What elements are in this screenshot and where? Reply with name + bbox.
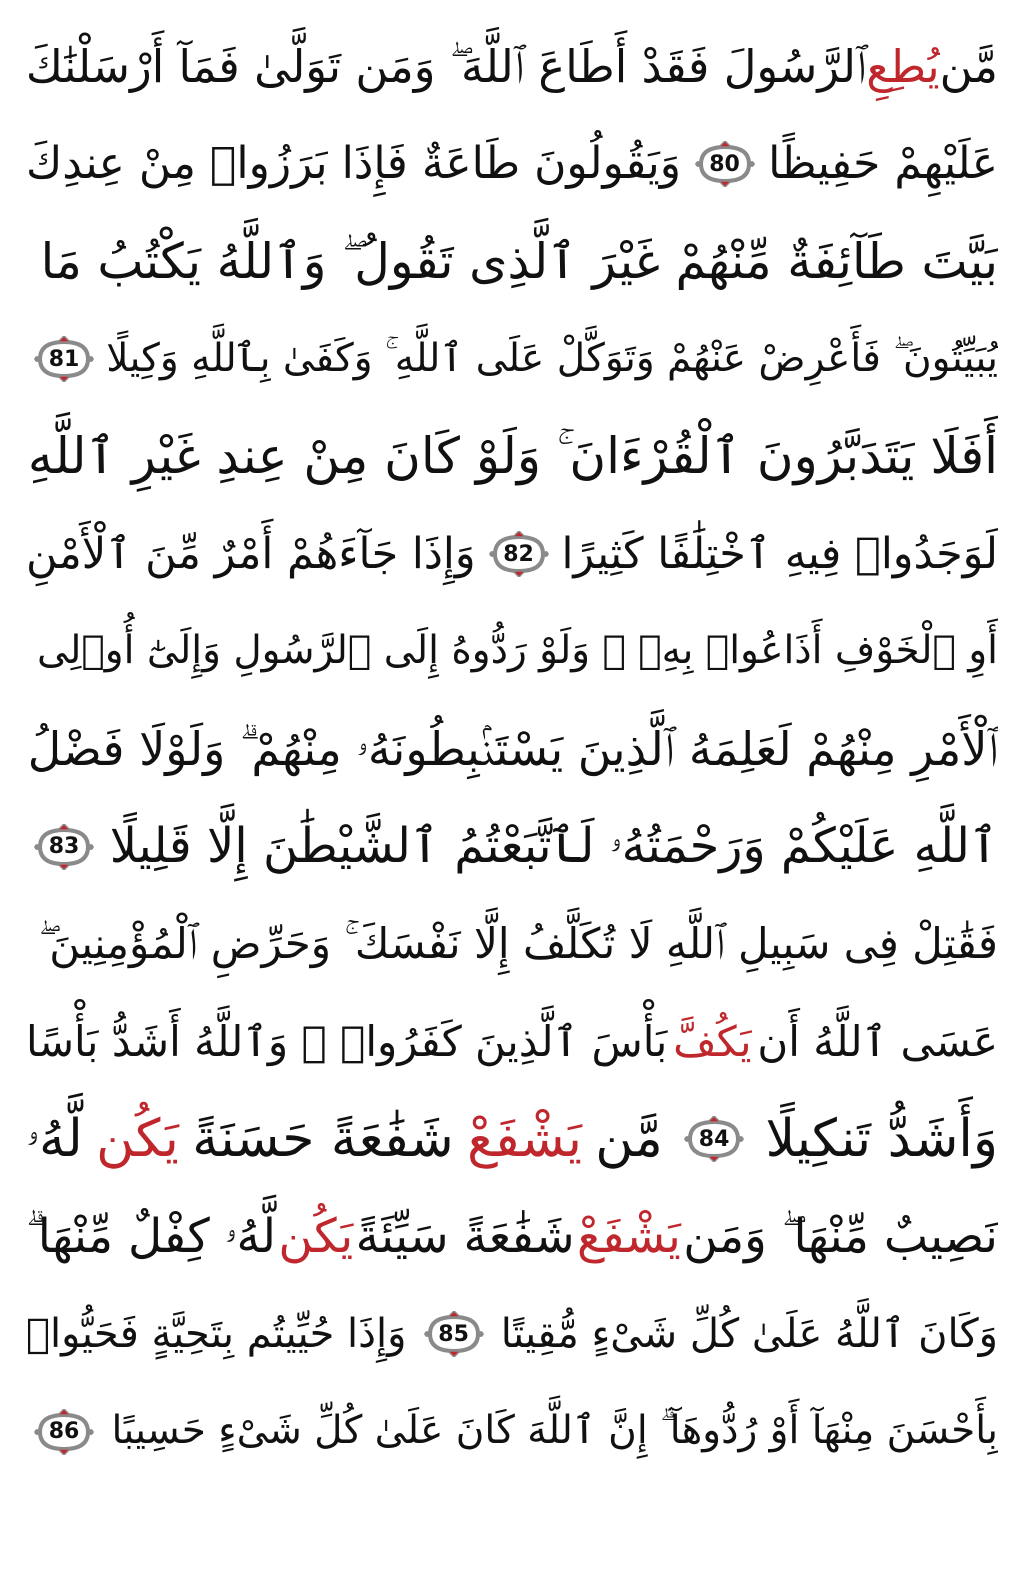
verse-text: عَسَى ٱللَّهُ أَن — [757, 1016, 998, 1066]
verse-text: وَإِذَا جَآءَهُمْ أَمْرٌ مِّنَ ٱلْأَمْنِ — [26, 528, 476, 579]
ayah-number: 84 — [698, 1126, 730, 1152]
tajweed-word: يَكُن — [96, 1108, 179, 1169]
tajweed-word: يَشْفَعْ — [576, 1208, 681, 1264]
text-line — [26, 993, 998, 1091]
verse-text: بَأْسَ ٱلَّذِينَ كَفَرُوا۟ ۚ وَٱللَّهُ أَشَدُّ بَأْسًا — [26, 1016, 668, 1066]
text-line — [26, 1188, 998, 1286]
verse-text: مَّن — [939, 40, 998, 93]
text-line — [26, 408, 998, 506]
tajweed-word: يَشْفَعْ — [467, 1108, 582, 1169]
verse-text: مَّن — [595, 1108, 663, 1169]
ayah-number-marker — [32, 336, 96, 382]
verse-text: فَقَٰتِلْ فِى سَبِيلِ ٱللَّهِ لَا تُكَلَّفُ إِلَّا نَفْسَكَ ۚ وَحَرِّضِ ٱلْمُؤْمِنِينَ ۖ — [38, 919, 998, 969]
verse-text: ٱلرَّسُولَ فَقَدْ أَطَاعَ ٱللَّهَ ۖ وَمَن تَوَلَّىٰ فَمَآ أَرْسَلْنَٰكَ — [26, 40, 867, 93]
ayah-number-marker — [422, 1311, 486, 1357]
tajweed-word: يَكُن — [278, 1208, 354, 1264]
verse-text: وَكَانَ ٱللَّهُ عَلَىٰ كُلِّ شَىْءٍ مُّقِيتًا — [500, 1311, 998, 1358]
verse-text: وَأَشَدُّ تَنكِيلًا — [765, 1108, 998, 1169]
ayah-number-marker — [32, 1409, 96, 1455]
verse-text: وَإِذَا حُيِّيتُم بِتَحِيَّةٍ فَحَيُّوا۟ — [26, 1311, 407, 1358]
text-line — [26, 1383, 998, 1481]
text-line — [26, 18, 998, 116]
verse-text: أَفَلَا يَتَدَبَّرُونَ ٱلْقُرْءَانَ ۚ وَلَوْ كَانَ مِنْ عِندِ غَيْرِ ٱللَّهِ — [27, 427, 998, 486]
verse-text: أَوِ ٱلْخَوْفِ أَذَاعُوا۟ بِهِۦ ۖ وَلَوْ رَدُّوهُ إِلَى ٱلرَّسُولِ وَإِلَىٰٓ أُو۟لِى — [37, 628, 998, 674]
verse-text: يُبَيِّتُونَ ۖ فَأَعْرِضْ عَنْهُمْ وَتَوَكَّلْ عَلَى ٱللَّهِ ۚ وَكَفَىٰ بِٱللَّهِ وَكِيلًا — [106, 335, 998, 381]
verse-text: عَلَيْهِمْ حَفِيظًا — [768, 138, 998, 190]
ayah-number: 82 — [503, 541, 534, 567]
verse-text: نَصِيبٌ مِّنْهَا ۖ وَمَن — [683, 1208, 998, 1264]
ayah-number: 83 — [48, 834, 80, 860]
text-line — [26, 1286, 998, 1384]
text-line — [26, 506, 998, 604]
ayah-number: 86 — [48, 1419, 80, 1445]
verse-text: وَيَقُولُونَ طَاعَةٌ فَإِذَا بَرَزُوا۟ مِنْ عِندِكَ — [26, 138, 682, 190]
text-line — [26, 116, 998, 214]
ayah-number-marker — [682, 1116, 746, 1162]
tajweed-word: يُطِعِ — [866, 40, 940, 93]
verse-text: لَوَجَدُوا۟ فِيهِ ٱخْتِلَٰفًا كَثِيرًا — [561, 528, 998, 579]
ayah-number: 81 — [48, 346, 80, 372]
text-line — [26, 213, 998, 311]
ayah-number-marker — [32, 824, 96, 870]
ayah-number-marker — [487, 531, 551, 577]
text-line — [26, 701, 998, 799]
verse-text: ٱلْأَمْرِ مِنْهُمْ لَعَلِمَهُ ٱلَّذِينَ يَسْتَنۢبِطُونَهُۥ مِنْهُمْ ۗ وَلَوْلَا فَضْلُ — [27, 721, 998, 776]
text-line — [26, 603, 998, 701]
verse-text: لَّهُۥ — [26, 1108, 83, 1169]
verse-text: شَفَٰعَةً حَسَنَةً — [192, 1108, 454, 1169]
verse-text: شَفَٰعَةً سَيِّئَةً — [355, 1208, 575, 1264]
tajweed-word: يَكُفَّ — [673, 1016, 752, 1066]
verse-text: لَّهُۥ كِفْلٌ مِّنْهَا ۗ — [26, 1208, 277, 1264]
verse-text: بِأَحْسَنَ مِنْهَآ أَوْ رُدُّوهَآ ۗ إِنَّ ٱللَّهَ كَانَ عَلَىٰ كُلِّ شَىْءٍ حَسِيبًا — [111, 1408, 998, 1454]
text-line — [26, 896, 998, 994]
text-line — [26, 311, 998, 409]
text-line — [26, 1091, 998, 1189]
ayah-number: 85 — [438, 1321, 469, 1347]
ayah-number-marker — [693, 141, 757, 187]
text-line — [26, 798, 998, 896]
verse-text: ٱللَّهِ عَلَيْكُمْ وَرَحْمَتُهُۥ لَٱتَّبَعْتُمُ ٱلشَّيْطَٰنَ إِلَّا قَلِيلًا — [109, 818, 998, 875]
verse-text: بَيَّتَ طَآئِفَةٌ مِّنْهُمْ غَيْرَ ٱلَّذِى تَقُولُ ۖ وَٱللَّهُ يَكْتُبُ مَا — [40, 232, 998, 290]
ayah-number: 80 — [709, 151, 740, 177]
